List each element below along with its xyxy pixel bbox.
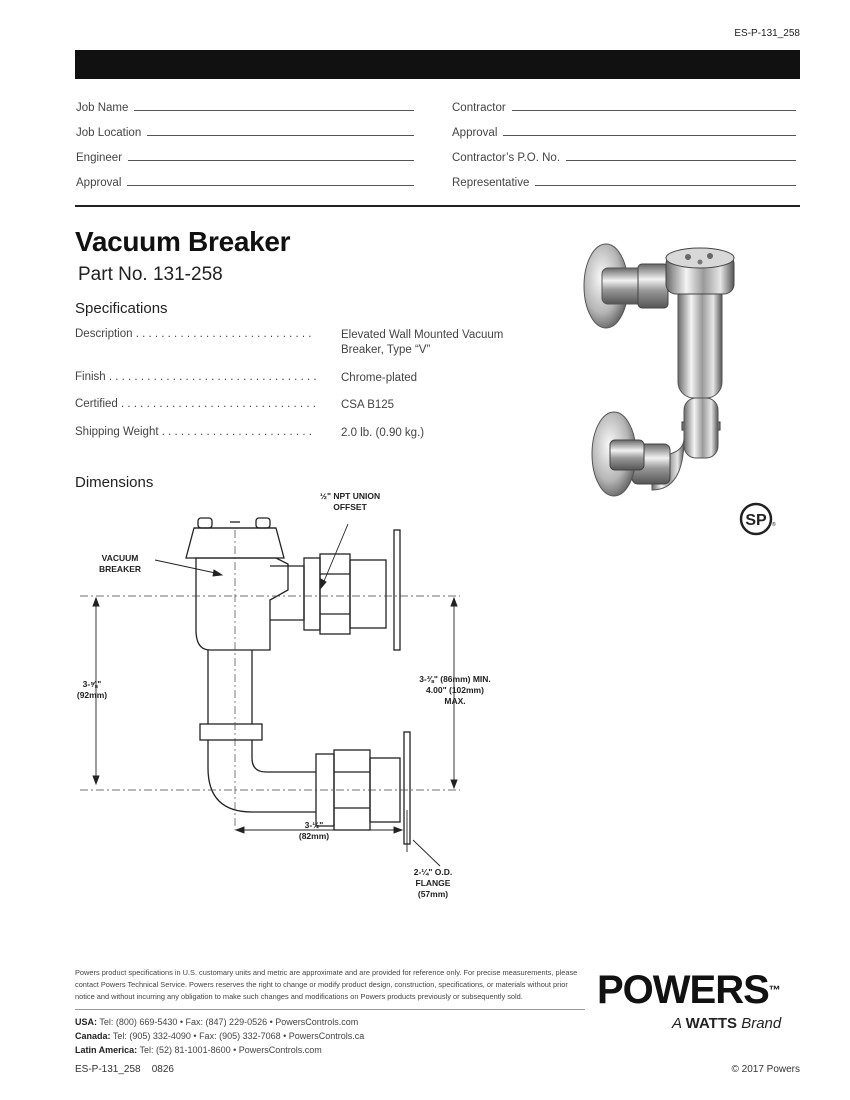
- contact-text: Tel: (800) 669-5430 • Fax: (847) 229-0526 • PowersControls.com: [99, 1017, 359, 1027]
- field-label: Job Location: [76, 127, 142, 139]
- section-divider: [75, 205, 800, 207]
- representative-field[interactable]: [452, 173, 796, 189]
- spec-row-shipping-weight: [75, 426, 525, 441]
- product-photo: [580, 228, 740, 500]
- field-label: Job Name: [76, 102, 129, 114]
- footer-divider: [75, 1009, 585, 1010]
- spec-row-description: [75, 328, 525, 358]
- field-line[interactable]: [512, 100, 796, 111]
- contact-canada: [75, 1031, 364, 1041]
- specifications-heading: Specifications: [75, 300, 168, 317]
- document-id: ES-P-131_258: [734, 28, 800, 39]
- contact-region: Latin America:: [75, 1045, 138, 1055]
- engineer-field[interactable]: [76, 148, 414, 164]
- footer-disclaimer: Powers product specifications in U.S. customary units and metric are approximate and are provided for reference only. For precise measurements, please contact Powers Technical Service. Powers reserves the right to change or modify product design, construction, specifications, or materials without prior notice and without incurring any obligation to make such changes and modifications on Powers products previously or subsequently sold.: [75, 968, 578, 1001]
- spec-label: Finish . . . . . . . . . . . . . . . . . . . . . . . . . . . . . . . . .: [75, 371, 317, 383]
- field-line[interactable]: [134, 100, 414, 111]
- part-number: Part No. 131-258: [78, 264, 223, 285]
- approval-field-right[interactable]: [452, 123, 796, 139]
- offset-dimension-label: 3-⅜" (86mm) MIN. 4.00" (102mm) MAX.: [419, 674, 491, 706]
- vacuum-breaker-label: VACUUM BREAKER: [98, 553, 142, 574]
- dimensions-heading: Dimensions: [75, 474, 154, 491]
- height-dimension-label: 3-⅝" (92mm): [76, 679, 108, 700]
- header-bar: [75, 50, 800, 79]
- contact-region: Canada:: [75, 1031, 111, 1041]
- field-label: Approval: [452, 127, 498, 139]
- powers-logo: POWERS™: [597, 968, 781, 1012]
- contact-region: USA:: [75, 1017, 97, 1027]
- contact-text: Tel: (52) 81-1001-8600 • PowersControls.com: [139, 1045, 322, 1055]
- product-title: Vacuum Breaker: [75, 226, 291, 257]
- contractor-po-field[interactable]: [452, 148, 796, 164]
- spec-value: Chrome-plated: [341, 372, 418, 384]
- spec-value: Elevated Wall Mounted Vacuum Breaker, Type “V”: [341, 329, 504, 356]
- field-label: Engineer: [76, 152, 123, 164]
- field-line[interactable]: [128, 150, 414, 161]
- approval-field-left[interactable]: [76, 173, 414, 189]
- field-line[interactable]: [535, 175, 796, 186]
- svg-text:®: ®: [772, 522, 776, 528]
- watts-brand-tagline: A WATTS Brand: [672, 1015, 782, 1032]
- contact-text: Tel: (905) 332-4090 • Fax: (905) 332-7068 • PowersControls.ca: [112, 1031, 365, 1041]
- field-line[interactable]: [566, 150, 796, 161]
- field-line[interactable]: [503, 125, 796, 136]
- document-code: ES-P-131_258 0826: [75, 1064, 174, 1075]
- field-label: Contractor: [452, 102, 506, 114]
- job-name-field[interactable]: [76, 98, 414, 114]
- spec-row-finish: [75, 371, 525, 386]
- spec-label: Description . . . . . . . . . . . . . . . . . . . . . . . . . . . .: [75, 328, 312, 340]
- field-label: Approval: [76, 177, 122, 189]
- field-line[interactable]: [127, 175, 414, 186]
- copyright: © 2017 Powers: [731, 1064, 800, 1075]
- field-label: Contractor’s P.O. No.: [452, 152, 561, 164]
- spec-row-certified: [75, 398, 525, 413]
- npt-union-label: ½" NPT UNION OFFSET: [319, 491, 381, 512]
- csa-mark-text: SP: [745, 512, 767, 529]
- spec-value: 2.0 lb. (0.90 kg.): [341, 427, 425, 439]
- flange-dimension-label: 2-¼" O.D. FLANGE (57mm): [413, 867, 453, 899]
- spec-label: Shipping Weight . . . . . . . . . . . . . . . . . . . . . . . .: [75, 426, 312, 438]
- field-label: Representative: [452, 177, 530, 189]
- spec-label: Certified . . . . . . . . . . . . . . . . . . . . . . . . . . . . . . .: [75, 398, 316, 410]
- contact-latin-america: [75, 1045, 322, 1055]
- job-location-field[interactable]: [76, 123, 414, 139]
- field-line[interactable]: [147, 125, 414, 136]
- width-dimension-label: 3-½" (82mm): [298, 820, 330, 841]
- spec-value: CSA B125: [341, 399, 395, 411]
- contact-usa: [75, 1017, 358, 1027]
- csa-mark-icon: [738, 500, 778, 538]
- contractor-field[interactable]: [452, 98, 796, 114]
